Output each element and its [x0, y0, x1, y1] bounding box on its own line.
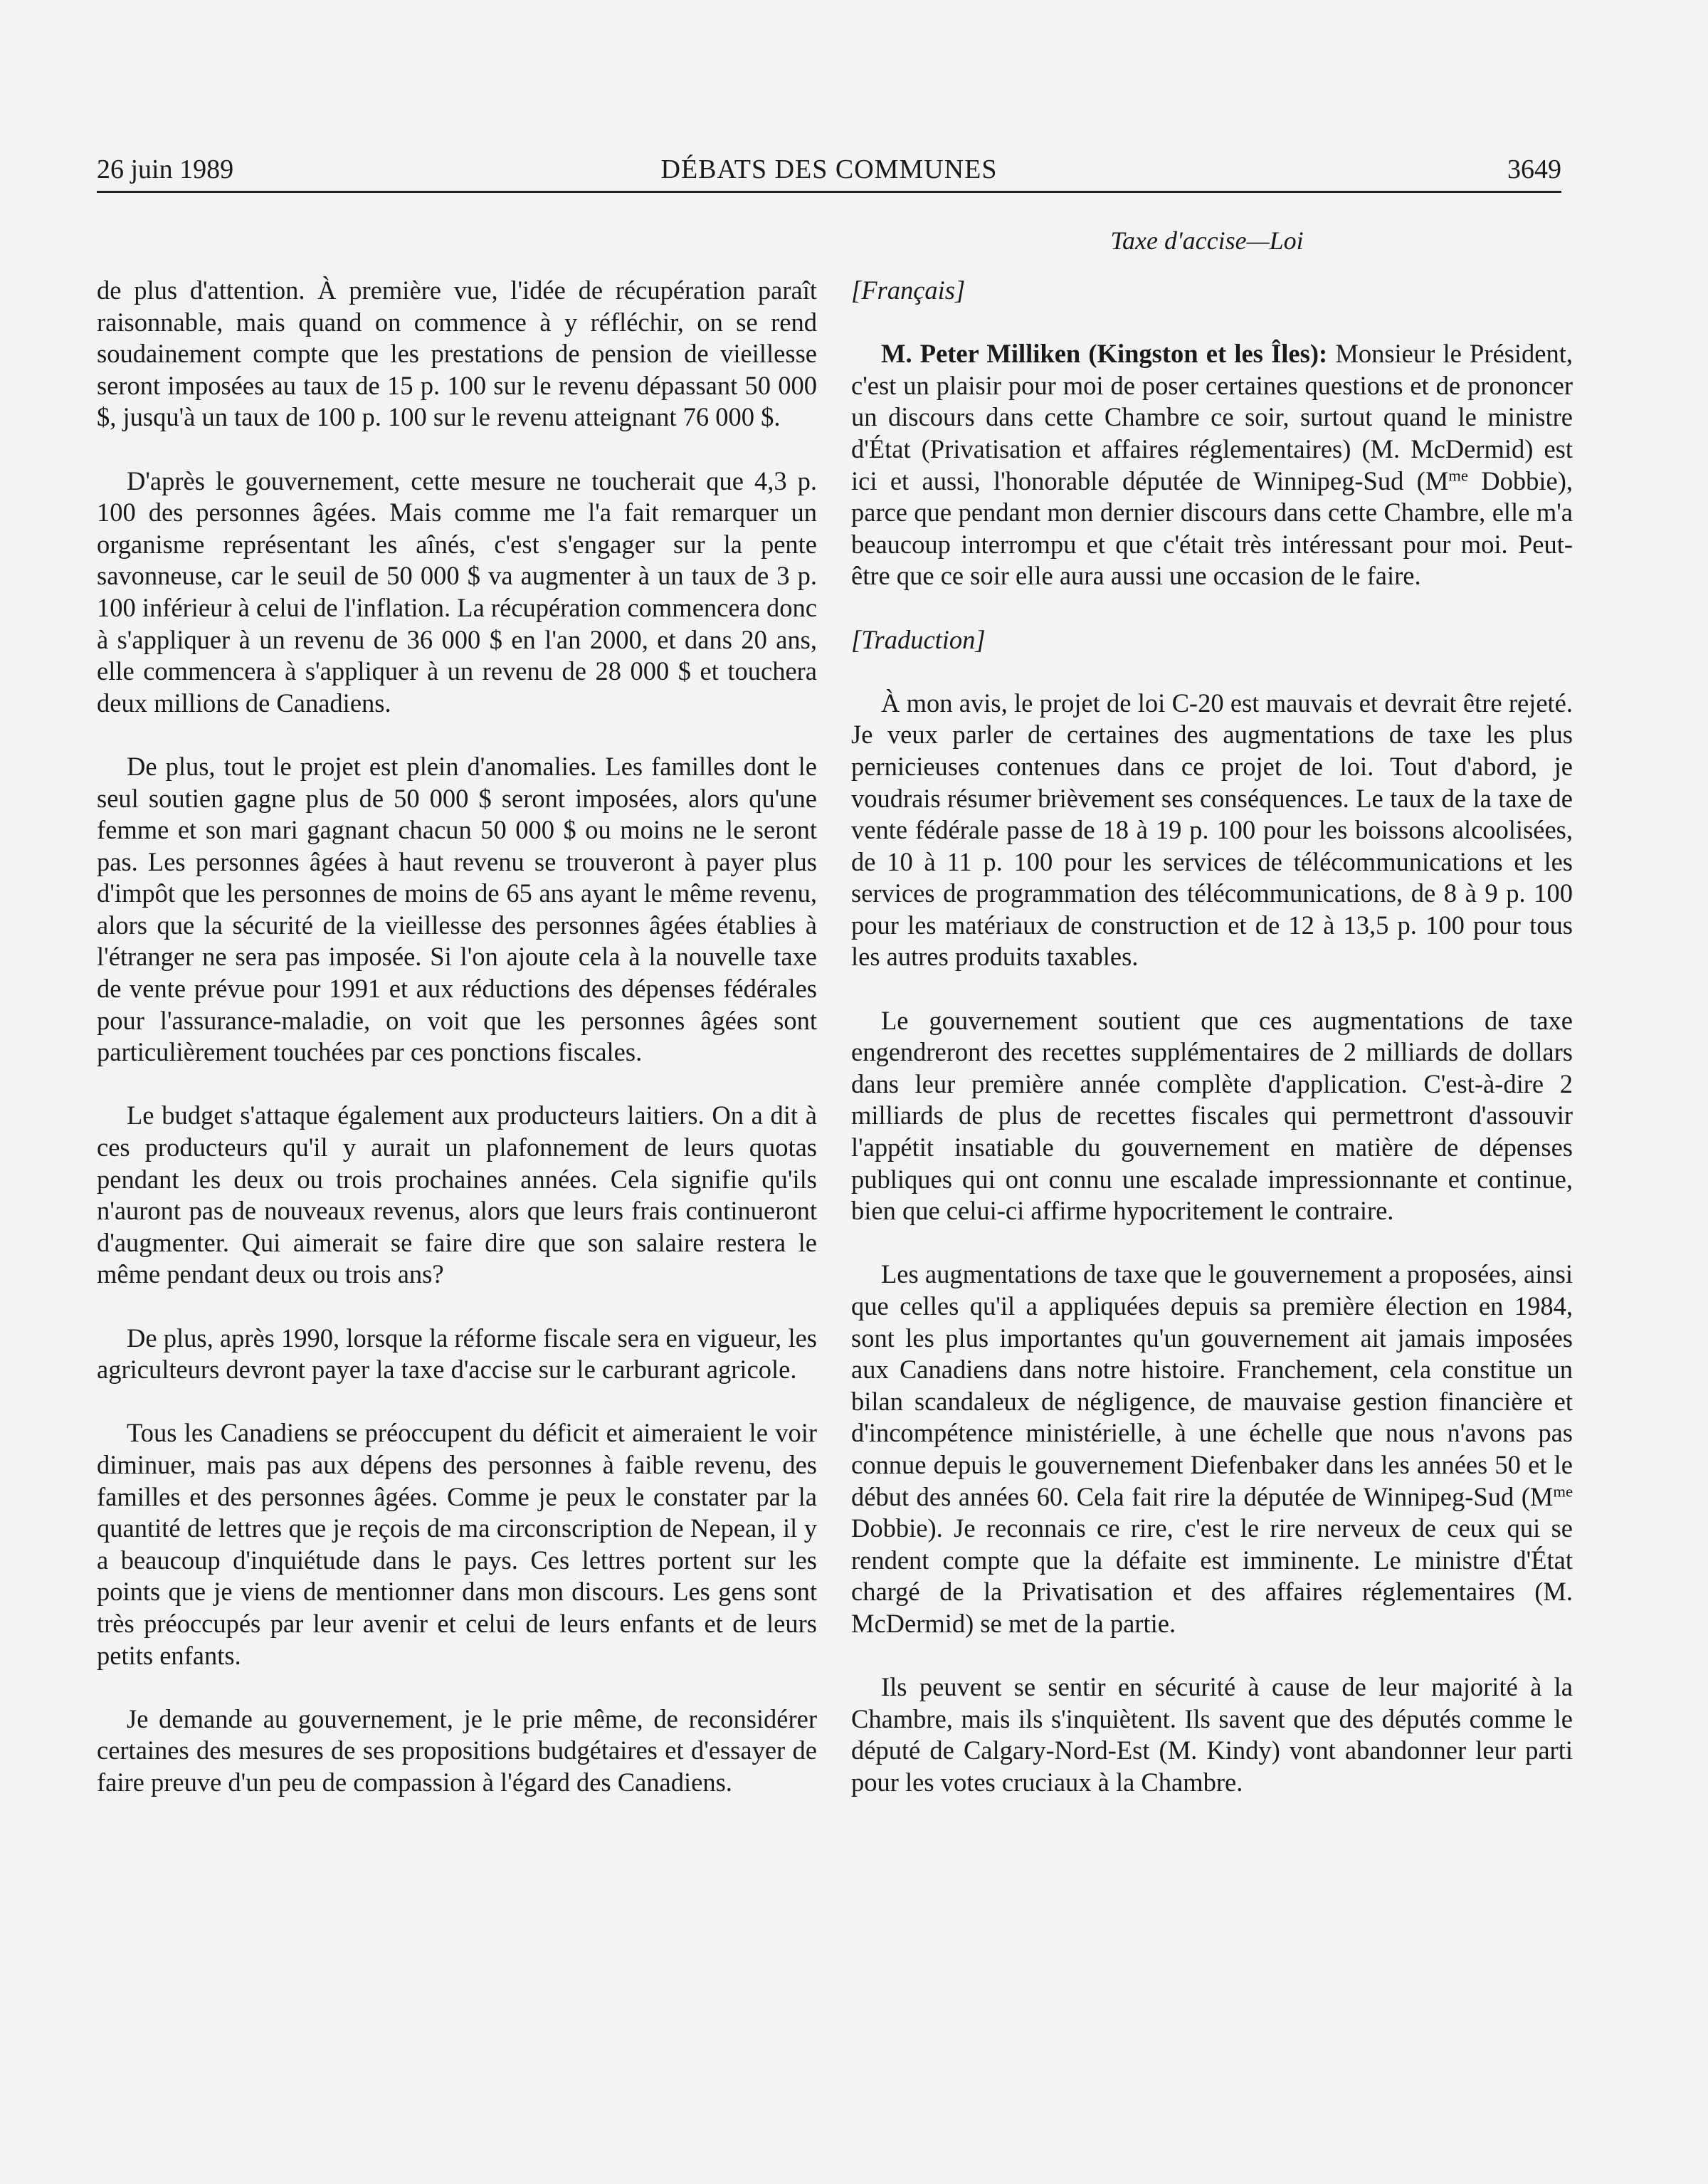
section-title: Taxe d'accise—Loi [1110, 226, 1304, 255]
paragraph: Je demande au gouvernement, je le prie même, de reconsidérer certaines des mesures de ses propositions budgétaires et d'essayer de faire preuve d'un peu de compassion à l'égard des Canadiens. [97, 1703, 817, 1797]
header-journal-title: DÉBATS DES COMMUNES [660, 154, 998, 184]
language-label: [Français] [851, 275, 966, 305]
speaker-name: M. Peter Milliken (Kingston et les Îles): [881, 339, 1328, 369]
paragraph: Tous les Canadiens se préoccupent du déficit et aimeraient le voir diminuer, mais pas aux dépens des personnes à faible revenu, des familles et des personnes âgées. Comme je peux le constater par la quantité de lettres que je reçois de ma circonscription de Nepean, il y a beaucoup d'inquiétude dans le pays. Ces lettres portent sur les points que je viens de mentionner dans mon discours. Les gens sont très préoccupés par leur avenir et celui de leurs enfants et de leurs petits enfants. [97, 1418, 817, 1670]
speech-paragraph [851, 338, 1573, 592]
header-date: 26 juin 1989 [97, 154, 234, 184]
header-rule [97, 191, 1561, 193]
paragraph: De plus, tout le projet est plein d'anomalies. Les familles dont le seul soutien gagne plus de 50 000 $ seront imposées, alors qu'une femme et son mari gagnant chacun 50 000 $ ou moins ne le seront pas. Les personnes âgées à haut revenu se trouveront à payer plus d'impôt que les personnes de moins de 65 ans ayant le même revenu, alors que la sécurité de la vieillesse des personnes âgées établies à l'étranger ne sera pas imposée. Si l'on ajoute cela à la nouvelle taxe de vente prévue pour 1991 et aux réductions des dépenses fédérales pour l'assurance-maladie, on voit que les personnes âgées sont particulièrement touchées par ces ponctions fiscales. [97, 751, 817, 1067]
paragraph-text: Les augmentations de taxe que le gouvernement a proposées, ainsi que celles qu'il a appliquées depuis sa première élection en 1984, sont les plus importantes qu'un gouvernement ait jamais imposées aux Canadiens dans notre histoire. Franchement, cela constitue un bilan scandaleux de négligence, de mauvaise gestion financière et d'incompétence ministérielle, à une échelle que nous n'avons pas connue depuis le gouvernement Diefenbaker dans les années 50 et le début des années 60. Cela fait rire la députée de Winnipeg-Sud (M [851, 1259, 1573, 1511]
speech-text: Monsieur le Président, c'est un plaisir pour moi de poser certaines questions et de prononcer un discours dans cette Chambre ce soir, surtout quand le ministre d'État (Privatisation et affaires réglementaires) (M. McDermid) est ici et aussi, l'honorable députée de Winnipeg-Sud (M [851, 339, 1573, 495]
paragraph: À mon avis, le projet de loi C-20 est mauvais et devrait être rejeté. Je veux parler de certaines des augmentations de taxe les plus pernicieuses contenues dans ce projet de loi. Tout d'abord, je voudrais résumer brièvement ses conséquences. Le taux de la taxe de vente fédérale passe de 18 à 19 p. 100 pour les boissons alcoolisées, de 10 à 11 p. 100 pour les services de télécommunications et les services de programmation des télécommunications, de 8 à 9 p. 100 pour les matériaux de construction et de 12 à 13,5 p. 100 pour tous les autres produits taxables. [851, 688, 1573, 972]
paragraph: de plus d'attention. À première vue, l'idée de récupération paraît raisonnable, mais quand on commence à y réfléchir, on se rend soudainement compte que les prestations de pension de vieillesse seront imposées au taux de 15 p. 100 sur le revenu dépassant 50 000 $, jusqu'à un taux de 100 p. 100 sur le revenu atteignant 76 000 $. [97, 275, 817, 432]
language-label: [Traduction] [851, 624, 986, 654]
running-head [97, 151, 1561, 188]
paragraph: D'après le gouvernement, cette mesure ne toucherait que 4,3 p. 100 des personnes âgées. Mais comme me l'a fait remarquer un organisme représentant les aînés, c'est s'engager sur la pente savonneuse, car le seuil de 50 000 $ va augmenter à un taux de 3 p. 100 inférieur à celui de l'inflation. La récupération commencera donc à s'appliquer à un revenu de 36 000 $ en l'an 2000, et dans 20 ans, elle commencera à s'appliquer à un revenu de 28 000 $ et touchera deux millions de Canadiens. [97, 466, 817, 718]
paragraph: Le gouvernement soutient que ces augmentations de taxe engendreront des recettes supplémentaires de 2 milliards de dollars dans leur première année complète d'application. C'est-à-dire 2 milliards de plus de recettes fiscales qui permettront d'assouvir l'appétit insatiable du gouvernement en matière de dépenses publiques qui ont connu une escalade impressionnante et continue, bien que celui-ci affirme hypocritement le contraire. [851, 1005, 1573, 1226]
speech-text: Dobbie), parce que pendant mon dernier discours dans cette Chambre, elle m'a beaucoup interrompu et que c'était très intéressant pour moi. Peut-être que ce soir elle aura aussi une occasion de le faire. [851, 466, 1573, 591]
right-column [851, 275, 1573, 1830]
superscript: me [1553, 1482, 1573, 1501]
paragraph: De plus, après 1990, lorsque la réforme fiscale sera en vigueur, les agriculteurs devront payer la taxe d'accise sur le carburant agricole. [97, 1323, 817, 1385]
left-column [97, 275, 817, 1830]
header-page-number: 3649 [1507, 154, 1561, 184]
paragraph [851, 1259, 1573, 1639]
superscript: me [1448, 466, 1468, 485]
paragraph: Le budget s'attaque également aux producteurs laitiers. On a dit à ces producteurs qu'il y aurait un plafonnement de leurs quotas pendant les deux ou trois prochaines années. Cela signifie qu'ils n'auront pas de nouveaux revenus, alors que leurs frais continueront d'augmenter. Qui aimerait se faire dire que son salaire restera le même pendant deux ou trois ans? [97, 1101, 817, 1289]
paragraph-text: Dobbie). Je reconnais ce rire, c'est le rire nerveux de ceux qui se rendent compte que la défaite est imminente. Le ministre d'État chargé de la Privatisation et des affaires réglementaires (M. McDermid) se met de la partie. [851, 1513, 1573, 1638]
paragraph: Ils peuvent se sentir en sécurité à cause de leur majorité à la Chambre, mais ils s'inquiètent. Ils savent que des députés comme le député de Calgary-Nord-Est (M. Kindy) vont abandonner leur parti pour les votes cruciaux à la Chambre. [851, 1672, 1573, 1797]
